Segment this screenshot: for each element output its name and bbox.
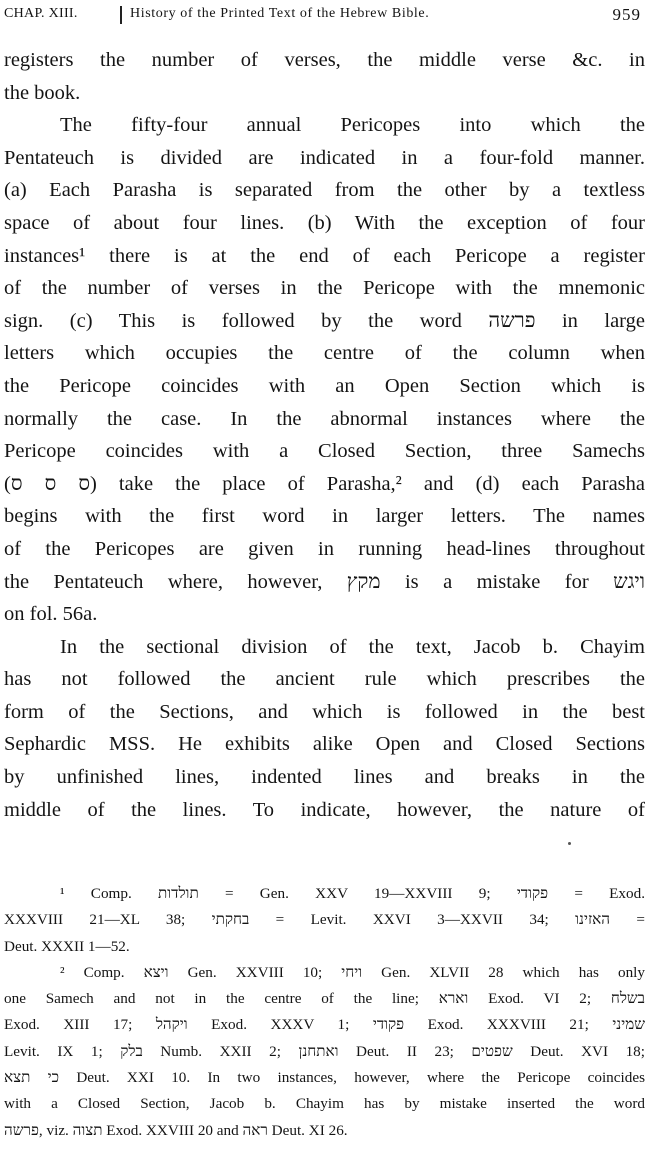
footnote-line: Levit. IX 1; בלק Numb. XXII 2; ואתחנן Deut. II 23; שפטים Deut. XVI 18; (4, 1042, 645, 1060)
footnote-line: פרשה, viz. תצוה Exod. XXVIII 20 and ראה Deut. XI 26. (4, 1121, 348, 1139)
text-line: middle of the lines. To indicate, however, the nature of (4, 798, 645, 821)
text-line: letters which occupies the centre of the column when (4, 342, 645, 365)
chapter-label: CHAP. XIII. (4, 6, 78, 21)
text-line: In the sectional division of the text, Jacob b. Chayim (60, 635, 645, 658)
page-number: 959 (612, 5, 641, 24)
text-line: of the number of verses in the Pericope with the mnemonic (4, 277, 645, 300)
text-line: the Pericope coincides with an Open Section which is (4, 374, 645, 397)
running-title: History of the Printed Text of the Hebrew Bible. (130, 6, 430, 21)
text-line: normally the case. In the abnormal instances where the (4, 407, 645, 430)
text-line: the book. (4, 81, 81, 104)
text-line: The fifty-four annual Pericopes into which the (60, 114, 645, 137)
text-line: (a) Each Parasha is separated from the other by a textless (4, 179, 645, 202)
footnote-line: one Samech and not in the centre of the line; וארא Exod. VI 2; בשלח (4, 990, 645, 1008)
text-line: Pentateuch is divided are indicated in a four-fold manner. (4, 146, 645, 169)
text-line: has not followed the ancient rule which prescribes the (4, 668, 645, 691)
footnote-line: ¹ Comp. תולדות = Gen. XXV 19—XXVIII 9; פקודי = Exod. (60, 885, 646, 902)
footnotes (4, 881, 645, 1144)
print-speck (568, 842, 571, 845)
text-line: of the Pericopes are given in running head-lines throughout (4, 537, 645, 560)
text-line: (ס ס ס) take the place of Parasha,² and (d) each Parasha (4, 472, 645, 495)
footnote-line: XXXVIII 21—XL 38; בחקתי = Levit. XXVI 3—XXVII 34; האזינו = (4, 911, 645, 929)
text-line: Sephardic MSS. He exhibits alike Open and Closed Sections (4, 733, 645, 756)
footnote-line: Exod. XIII 17; ויקהל Exod. XXXV 1; פקודי Exod. XXXVIII 21; שמיני (4, 1016, 645, 1034)
text-line: on fol. 56a. (4, 603, 98, 626)
footnote-line: with a Closed Section, Jacob b. Chayim has by mistake inserted the word (4, 1095, 645, 1113)
text-line: form of the Sections, and which is followed in the best (4, 700, 645, 723)
footnote-line: כי תצא Deut. XXI 10. In two instances, however, where the Pericope coincides (4, 1069, 645, 1087)
header-divider (120, 6, 122, 24)
text-line: instances¹ there is at the end of each Pericope a register (4, 244, 645, 267)
footnote-line: ² Comp. ויצא Gen. XXVIII 10; ויחי Gen. XLVII 28 which has only (60, 963, 645, 981)
text-line: space of about four lines. (b) With the exception of four (4, 211, 645, 234)
text-line: sign. (c) This is followed by the word פרשה in large (4, 309, 645, 332)
footnote-line: Deut. XXXII 1—52. (4, 937, 130, 955)
text-line: registers the number of verses, the middle verse &c. in (4, 49, 645, 71)
text-line: Pericope coincides with a Closed Section, three Samechs (4, 440, 645, 463)
body-text (4, 44, 645, 826)
text-line: the Pentateuch where, however, מקץ is a mistake for ויגש (4, 570, 645, 593)
text-line: by unfinished lines, indented lines and breaks in the (4, 766, 645, 789)
text-line: begins with the first word in larger letters. The names (4, 505, 645, 528)
running-header (0, 6, 647, 28)
